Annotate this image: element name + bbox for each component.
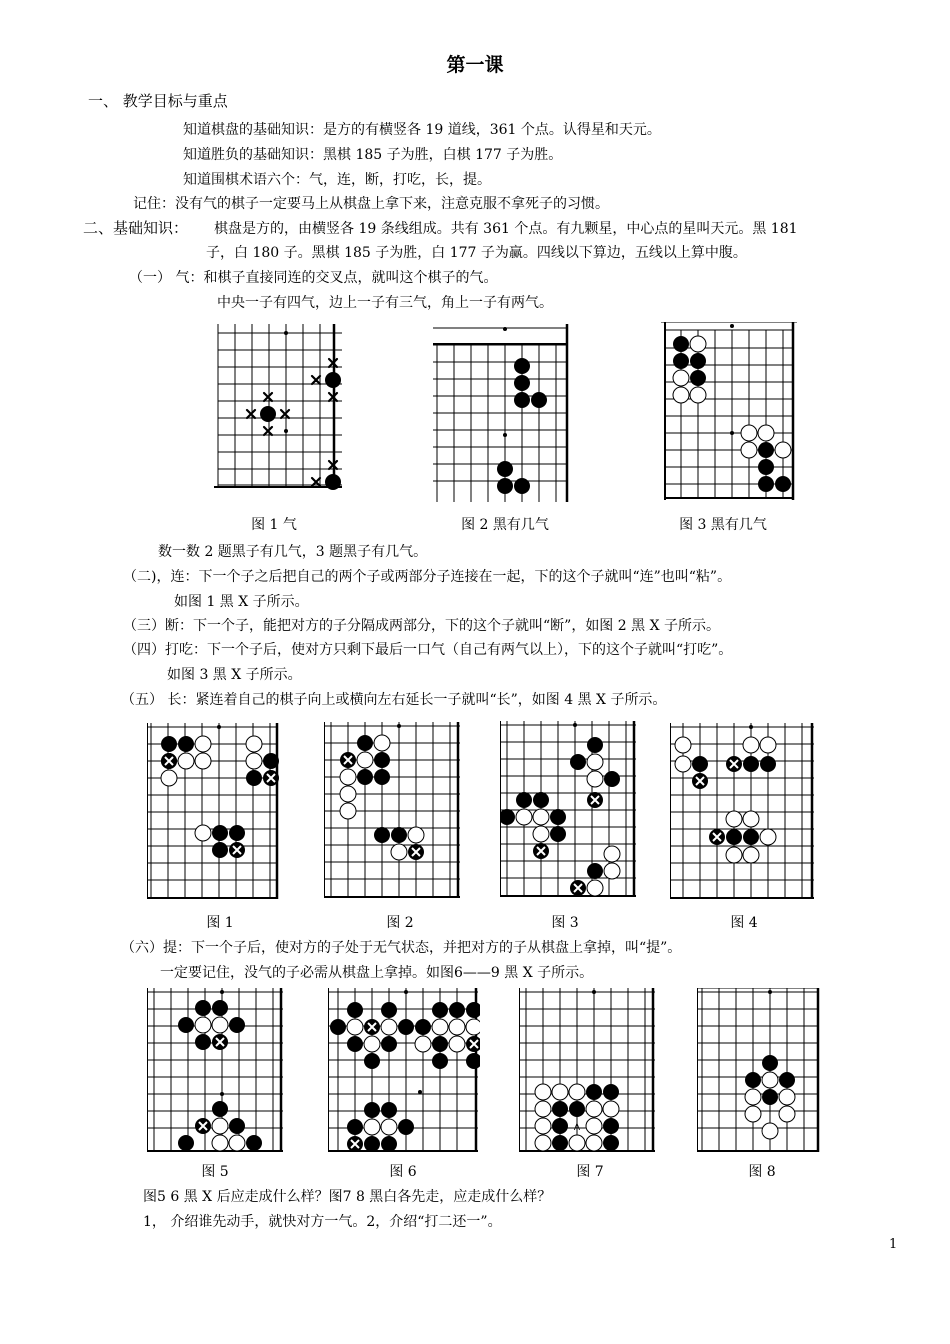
section-heading-2: 二、基础知识： xyxy=(83,219,189,237)
text-line: 棋盘是方的，由横竖各 19 条线组成。共有 361 个点。有九颗星，中心点的星叫天元。黑 181 xyxy=(214,221,798,237)
page-number: 1 xyxy=(889,1237,898,1252)
go-board-fig2-liberties xyxy=(433,324,569,502)
text-line: 数一数 2 题黑子有几气，3 题黑子有几气。 xyxy=(158,544,428,560)
go-board-row2-fig4 xyxy=(670,723,814,901)
page-title: 第一课 xyxy=(446,54,504,76)
figure-caption: 图 8 xyxy=(748,1164,776,1180)
text-line: （六）提：下一个子后，使对方的子处于无气状态，并把对方的子从棋盘上拿掉，叫“提”。 xyxy=(121,940,682,956)
figure-caption: 图 2 xyxy=(386,915,414,931)
figure-caption: 图 2 黑有几气 xyxy=(461,517,549,533)
text-line: 中央一子有四气，边上一子有三气，角上一子有两气。 xyxy=(217,295,553,311)
figure-caption: 图 1 气 xyxy=(251,517,297,533)
go-board-row3-fig5 xyxy=(147,988,283,1156)
text-line: （五） 长：紧连着自己的棋子向上或横向左右延长一子就叫“长”，如图 4 黑 X 子所示。 xyxy=(121,692,667,708)
figure-caption: 图 6 xyxy=(389,1164,417,1180)
figure-caption: 图 3 黑有几气 xyxy=(679,517,767,533)
go-board-row2-fig2 xyxy=(324,722,460,902)
figure-caption: 图 1 xyxy=(206,915,234,931)
go-board-fig1-liberty xyxy=(214,324,344,502)
text-line: 知道围棋术语六个：气，连，断，打吃，长，提。 xyxy=(183,172,491,188)
figure-caption: 图 5 xyxy=(201,1164,229,1180)
go-board-row3-fig8 xyxy=(697,988,823,1156)
text-line: 子，白 180 子。黑棋 185 子为胜，白 177 子为赢。四线以下算边，五线以上算中腹。 xyxy=(206,245,747,261)
figure-caption: 图 4 xyxy=(730,915,758,931)
figure-caption: 图 3 xyxy=(551,915,579,931)
text-line: 如图 1 黑 X 子所示。 xyxy=(174,594,309,610)
text-line: 一定要记住，没气的子必需从棋盘上拿掉。如图6——9 黑 X 子所示。 xyxy=(160,965,594,981)
text-line: （二)，连：下一个子之后把自己的两个子或两部分子连接在一起，下的这个子就叫“连”也叫“粘”。 xyxy=(123,569,732,585)
go-board-row3-fig6 xyxy=(328,988,480,1156)
figure-caption: 图 7 xyxy=(576,1164,604,1180)
text-line: 如图 3 黑 X 子所示。 xyxy=(167,667,302,683)
point-a-label: A xyxy=(573,1123,581,1133)
text-line: （四）打吃：下一个子后，使对方只剩下最后一口气（自己有两气以上），下的这个子就叫“打吃”。 xyxy=(123,642,733,658)
section-heading-1: 一、 教学目标与重点 xyxy=(88,92,228,110)
text-line: （三）断：下一个子，能把对方的子分隔成两部分，下的这个子就叫“断”，如图 2 黑 X 子所示。 xyxy=(123,618,720,634)
text-line: 图5 6 黑 X 后应走成什么样？图7 8 黑白各先走，应走成什么样？ xyxy=(143,1189,552,1205)
text-line: （一） 气：和棋子直接同连的交叉点，就叫这个棋子的气。 xyxy=(129,270,498,286)
go-board-row3-fig7 xyxy=(519,988,655,1156)
go-board-row2-fig3 xyxy=(500,721,636,901)
text-line: 记住：没有气的棋子一定要马上从棋盘上拿下来，注意克服不拿死子的习惯。 xyxy=(133,196,609,212)
text-line: 知道棋盘的基础知识：是方的有横竖各 19 道线，361 个点。认得星和天元。 xyxy=(183,122,661,138)
text-line: 知道胜负的基础知识：黑棋 185 子为胜，白棋 177 子为胜。 xyxy=(183,147,563,163)
go-board-fig3-liberties xyxy=(661,322,797,500)
text-line: 1， 介绍谁先动手，就快对方一气。2，介绍“打二还一”。 xyxy=(143,1214,502,1230)
go-board-row2-fig1 xyxy=(147,723,283,901)
